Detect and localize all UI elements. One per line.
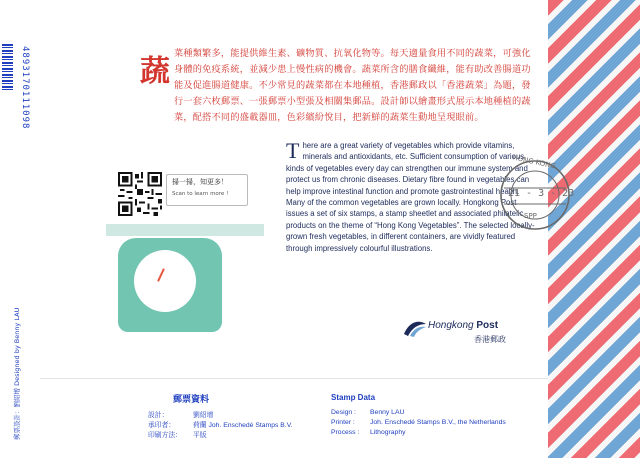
stamp-data-en-title: Stamp Data — [331, 393, 376, 402]
stamp-data-en-value-design: Benny LAU — [370, 409, 405, 416]
barcode — [2, 44, 13, 92]
stamp-data-en-value-process: Lithography — [370, 429, 406, 436]
stamp-data-en-label-process: Process : — [331, 429, 360, 436]
stamp-data-zh-label-printer: 承印者： — [148, 422, 176, 429]
intro-zh-lead-char: 蔬 — [140, 54, 170, 89]
stamp-data-zh-title: 郵票資料 — [173, 394, 210, 404]
designer-credit: 郵票設計：劉紹增 Designed by Benny LAU — [13, 307, 21, 440]
scale-dial — [134, 250, 196, 312]
footer-divider — [40, 378, 548, 379]
stamp-data-zh-value-process: 平版 — [193, 432, 207, 439]
qr-code-icon[interactable] — [118, 172, 162, 216]
postmark-date: 21 - 3 - 23 — [508, 188, 575, 199]
postmark-bottom-text: SPP — [524, 212, 537, 220]
hongkong-post-logo-icon — [402, 318, 428, 338]
logo-name-bold: Post — [476, 320, 499, 331]
hongkong-post-logo-zh: 香港郵政 — [474, 335, 506, 344]
logo-name-italic: Hongkong — [428, 320, 474, 331]
stamp-data-zh-label-process: 印刷方法： — [148, 432, 182, 439]
qr-label-zh: 掃一掃，知更多！ — [172, 178, 228, 186]
scale-tray — [106, 224, 264, 236]
stamp-data-en-value-printer: Joh. Enschedé Stamps B.V., the Netherlands — [370, 419, 506, 426]
postmark-top-text: HONG KONG — [511, 153, 557, 171]
stamp-data-zh-value-design: 劉紹增 — [193, 412, 214, 419]
intro-zh-paragraph: 菜種類繁多，能提供維生素、礦物質、抗氧化物等。每天適量食用不同的蔬菜，可強化身體的免疫系統，並減少患上慢性病的機會。蔬菜所含的膳食纖維，能有助改善腸道功能及促進腸道健康。不少常見的蔬菜都在本地種植，香港郵政以「香港蔬菜」為題，發行一套六枚郵票、一張郵票小型張及相關集郵品。設計師以繪畫形式展示本地種植的蔬菜，配搭不同的盛載器皿，色彩繽紛悅目，把新鮮的蔬菜生動地呈現眼前。 — [174, 48, 531, 123]
stamp-data-en-label-design: Design : — [331, 409, 356, 416]
hongkong-post-logo-text — [428, 320, 498, 331]
intro-en-body: here are a great variety of vegetables which provide vitamins, minerals and antioxidants, etc. Sufficient consumption of various kinds of vegetables every day can strengthen our immune system and protect us from chronic diseases. Dietary fibre found in vegetables can help improve intestinal function and promote gastrointestinal health. Many of the common vegetables are grown locally. Hongkong Post issues a set of six stamps, a stamp sheetlet and associated philatelic products on the theme of “Hong Kong Vegetables”. The selected locally-grown fresh vegetables, in different containers, are vividly featured through impressively colourful illustrations. — [286, 141, 535, 253]
barcode-number: 4893170111098 — [20, 46, 30, 130]
stamp-data-zh-value-printer: 荷蘭 Joh. Enschedé Stamps B.V. — [193, 422, 293, 429]
stamp-data-zh-label-design: 設計： — [148, 412, 169, 419]
qr-label-en: Scan to learn more ! — [172, 191, 229, 197]
intro-en-drop-cap: T — [286, 138, 300, 163]
stamp-data-en-label-printer: Printer : — [331, 419, 355, 426]
